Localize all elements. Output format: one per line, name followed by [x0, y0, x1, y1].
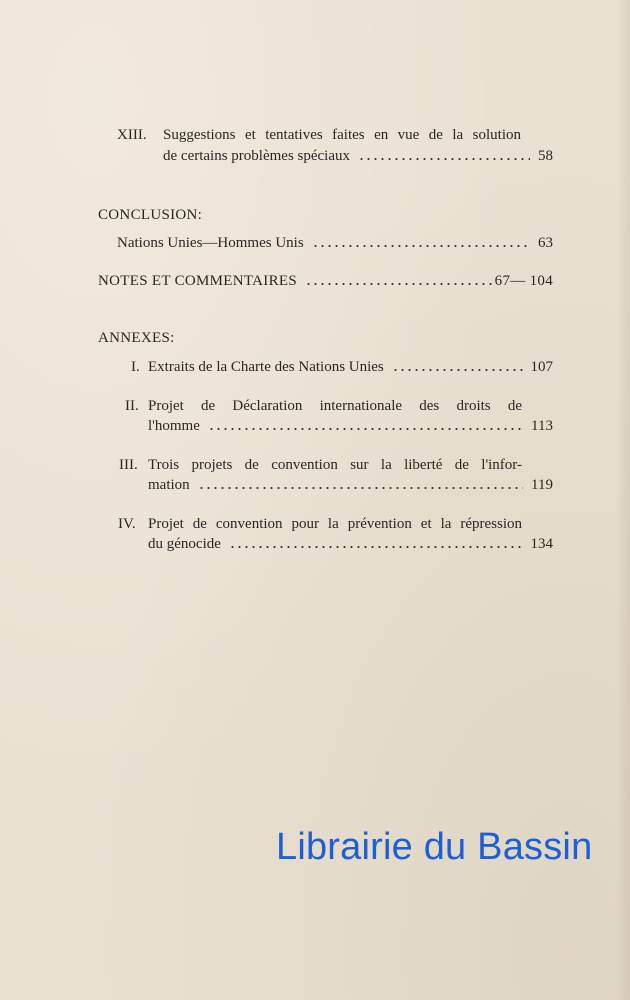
- chapter-xiii-numeral: XIII.: [117, 127, 147, 143]
- annex-entry[interactable]: [148, 357, 553, 377]
- conclusion-entry-title: Nations Unies—Hommes Unis: [117, 235, 304, 251]
- conclusion-entry-page: 63: [538, 235, 553, 251]
- annex-numeral: I.: [131, 359, 140, 375]
- annex-page: 119: [531, 477, 553, 493]
- dot-leader: [305, 283, 493, 285]
- dot-leader: [358, 158, 530, 160]
- notes-entry[interactable]: [98, 271, 553, 291]
- page-edge-shadow: [616, 0, 630, 1000]
- seller-watermark: Librairie du Bassin: [276, 826, 593, 868]
- dot-leader: [208, 428, 523, 430]
- dot-leader: [392, 369, 523, 371]
- annex-title-line2: du génocide: [148, 536, 221, 552]
- annex-title-line1: Projet de convention pour la prévention et la répression: [148, 516, 522, 532]
- annex-entry[interactable]: [148, 534, 553, 554]
- chapter-xiii-entry[interactable]: [163, 146, 553, 166]
- annex-title-line2: mation: [148, 477, 190, 493]
- conclusion-heading: CONCLUSION:: [98, 207, 203, 223]
- conclusion-entry[interactable]: [117, 233, 553, 253]
- dot-leader: [312, 245, 530, 247]
- annex-entry[interactable]: [148, 475, 553, 495]
- annex-page: 134: [530, 536, 553, 552]
- notes-title: NOTES ET COMMENTAIRES: [98, 273, 297, 289]
- annex-numeral: III.: [119, 457, 138, 473]
- annexes-heading: ANNEXES:: [98, 330, 175, 346]
- annex-numeral: II.: [125, 398, 139, 414]
- dot-leader: [229, 546, 523, 548]
- annex-numeral: IV.: [118, 516, 136, 532]
- annex-title-line1: Trois projets de convention sur la liberté de l'infor-: [148, 457, 522, 473]
- chapter-xiii-title-line1: Suggestions et tentatives faites en vue de la solution: [163, 127, 521, 143]
- annex-title-line2: l'homme: [148, 418, 200, 434]
- chapter-xiii-title-line2: de certains problèmes spéciaux: [163, 148, 351, 164]
- annex-title: Extraits de la Charte des Nations Unies: [148, 359, 384, 375]
- annex-page: 107: [530, 359, 553, 375]
- annex-entry[interactable]: [148, 416, 553, 436]
- notes-page-range: 67— 104: [494, 273, 553, 289]
- dot-leader: [198, 487, 523, 489]
- chapter-xiii-page: 58: [538, 148, 553, 164]
- annex-page: 113: [531, 418, 553, 434]
- annex-title-line1: Projet de Déclaration internationale des droits de: [148, 398, 522, 414]
